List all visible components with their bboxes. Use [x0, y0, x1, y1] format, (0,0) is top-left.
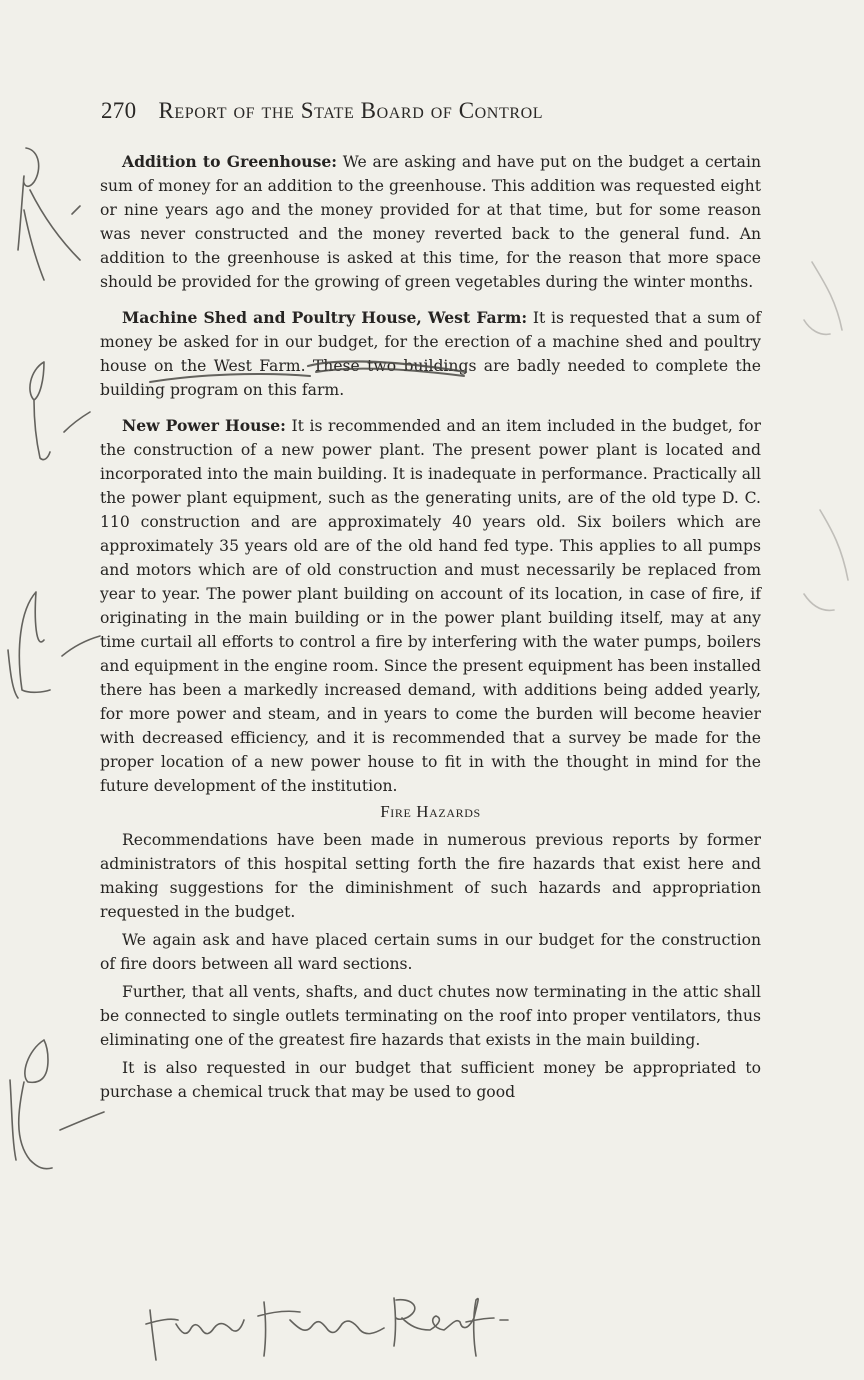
power-house-text: It is recommended and an item included in the budget, for the construction of a new power plant. The present power plant is located and incorporated into the main building. It is inadequate in performance. Practically all the power plant equipment, such as the generating units, are of the old type D. C. 110 construction and are approximately 40 years old. Six boilers which are approximately 35 years old are of the old hand fed type. This applies to all pumps and motors which are of old construction and must necessarily be replaced from year to year. The power plant building on account of its location, in case of fire, if originating in the main building or in the power plant building itself, may at any time curtail all efforts to control a fire by interfering with the water pumps, boilers and equipment in the engine room. Since the present equipment has been installed there has been a markedly increased demand, with additions being added yearly, for more power and steam, and in years to come the burden will become heavier with decreased efficiency, and it is recommended that a survey be made for the proper location of a new power house to fit in with the thought in mind for the future development of the institution.: [100, 417, 761, 795]
fire-paragraph-2: We again ask and have placed certain sums in our budget for the construction of fire doors between all ward sections.: [100, 931, 761, 973]
greenhouse-paragraph: [100, 150, 761, 294]
power-house-heading: New Power House:: [122, 416, 286, 435]
greenhouse-text: We are asking and have put on the budget a certain sum of money for an addition to the greenhouse. This addition was requested eight or nine years ago and the money provided for at that time, but for some reason was never constructed and the money reverted back to the general fund. An addition to the greenhouse is asked at this time, for the reason that more space should be provided for the growing of green vegetables during the winter months.: [100, 153, 761, 291]
handwritten-note: fire proof Roof -: [0, 0, 9, 1]
right-margin-mark-1: [804, 262, 842, 334]
page-header: [101, 98, 701, 124]
fire-paragraph-3: Further, that all vents, shafts, and duct chutes now terminating in the attic shall be connected to single outlets terminating on the roof into proper ventilators, thus eliminating one of the greatest fire hazards that exists in the main building.: [100, 983, 761, 1049]
power-house-paragraph: [100, 414, 761, 798]
margin-mark-r-1: [18, 148, 80, 280]
margin-mark-r-4: [10, 1040, 52, 1169]
margin-check-3: [62, 636, 100, 656]
greenhouse-heading: Addition to Greenhouse:: [122, 152, 338, 171]
fire-paragraph-4: It is also requested in our budget that sufficient money be appropriated to purchase a chemical truck that may be used to good: [100, 1059, 761, 1101]
machine-shed-text: It is requested that a sum of money be asked for in our budget, for the erection of a machine shed and poultry house on the West Farm. These two buildings are badly needed to complete the building program on this farm.: [100, 309, 761, 399]
margin-mark-r-2: [30, 362, 50, 460]
margin-check-2: [64, 412, 90, 432]
machine-shed-paragraph: [100, 306, 761, 402]
fire-paragraph-1: Recommendations have been made in numerous previous reports by former administrators of this hospital setting forth the fire hazards that exist here and making suggestions for the diminishment of such hazards and appropriation requested in the budget.: [100, 831, 761, 921]
running-title: Report of the State Board of Control: [158, 98, 544, 123]
body-text: [100, 150, 761, 1104]
machine-shed-heading: Machine Shed and Poultry House, West Farm:: [122, 308, 528, 327]
handwritten-note-strokes: [146, 1298, 508, 1360]
fire-hazards-title: Fire Hazards: [380, 802, 481, 821]
page-number: 270: [101, 98, 137, 123]
right-margin-mark-2: [804, 510, 848, 610]
margin-tick-1: [72, 206, 80, 214]
margin-check-4: [60, 1112, 104, 1130]
margin-mark-r-3: [8, 592, 50, 698]
